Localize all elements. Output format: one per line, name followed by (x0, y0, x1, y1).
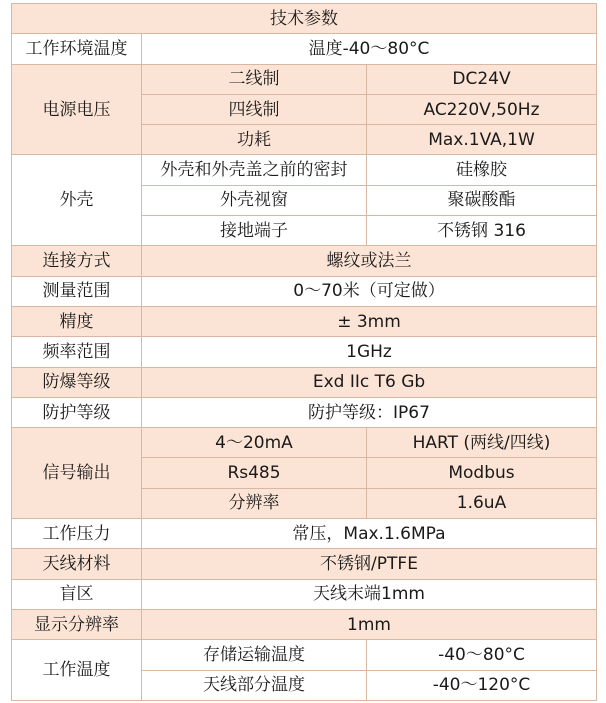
row-pressure (12, 519, 597, 549)
row-value: 1mm (142, 609, 597, 639)
sub-value: DC24V (367, 64, 597, 94)
sub-value: -40～120°C (367, 670, 597, 700)
spec-table (11, 3, 597, 701)
row-label: 信号输出 (12, 428, 142, 519)
row-value: Exd IIc T6 Gb (142, 367, 597, 397)
row-value: 0～70米（可定做） (142, 276, 597, 306)
sub-label: 存储运输温度 (142, 640, 367, 670)
row-label: 电源电压 (12, 64, 142, 155)
row-label: 防爆等级 (12, 367, 142, 397)
sub-label: 外壳视窗 (142, 185, 367, 215)
row-blind-zone (12, 579, 597, 609)
row-value: 1GHz (142, 337, 597, 367)
row-label: 工作环境温度 (12, 34, 142, 64)
sub-value: 1.6uA (367, 488, 597, 518)
row-label: 显示分辨率 (12, 609, 142, 639)
sub-label: 二线制 (142, 64, 367, 94)
row-label: 工作温度 (12, 640, 142, 701)
row-label: 频率范围 (12, 337, 142, 367)
row-housing (12, 155, 597, 185)
sub-label: 功耗 (142, 125, 367, 155)
sub-label: 外壳和外壳盖之前的密封 (142, 155, 367, 185)
sub-value: -40～80°C (367, 640, 597, 670)
sub-label: 4～20mA (142, 428, 367, 458)
row-label: 外壳 (12, 155, 142, 246)
row-label: 盲区 (12, 579, 142, 609)
row-value: ± 3mm (142, 306, 597, 336)
row-accuracy (12, 306, 597, 336)
row-value: 常压，Max.1.6MPa (142, 519, 597, 549)
sub-label: Rs485 (142, 458, 367, 488)
sub-value: 聚碳酸酯 (367, 185, 597, 215)
row-label: 精度 (12, 306, 142, 336)
sub-value: AC220V,50Hz (367, 94, 597, 124)
row-label: 防护等级 (12, 397, 142, 427)
sub-label: 分辨率 (142, 488, 367, 518)
sub-value: Modbus (367, 458, 597, 488)
row-range (12, 276, 597, 306)
row-frequency (12, 337, 597, 367)
sub-value: Max.1VA,1W (367, 125, 597, 155)
row-label: 连接方式 (12, 246, 142, 276)
row-value: 螺纹或法兰 (142, 246, 597, 276)
sub-label: 接地端子 (142, 216, 367, 246)
sub-label: 四线制 (142, 94, 367, 124)
row-ambient-temp (12, 34, 597, 64)
row-connection (12, 246, 597, 276)
sub-value: 硅橡胶 (367, 155, 597, 185)
row-label: 天线材料 (12, 549, 142, 579)
row-value: 不锈钢/PTFE (142, 549, 597, 579)
row-power (12, 64, 597, 94)
table-title: 技术参数 (12, 4, 597, 34)
sub-value: HART (两线/四线) (367, 428, 597, 458)
row-value: 防护等级：IP67 (142, 397, 597, 427)
row-display-resolution (12, 609, 597, 639)
sub-label: 天线部分温度 (142, 670, 367, 700)
sub-value: 不锈钢 316 (367, 216, 597, 246)
table-title-row (12, 4, 597, 34)
row-signal (12, 428, 597, 458)
row-label: 工作压力 (12, 519, 142, 549)
row-value: 天线末端1mm (142, 579, 597, 609)
row-working-temp (12, 640, 597, 670)
row-protection (12, 397, 597, 427)
row-label: 测量范围 (12, 276, 142, 306)
row-explosion (12, 367, 597, 397)
row-value: 温度-40～80°C (142, 34, 597, 64)
row-antenna-material (12, 549, 597, 579)
